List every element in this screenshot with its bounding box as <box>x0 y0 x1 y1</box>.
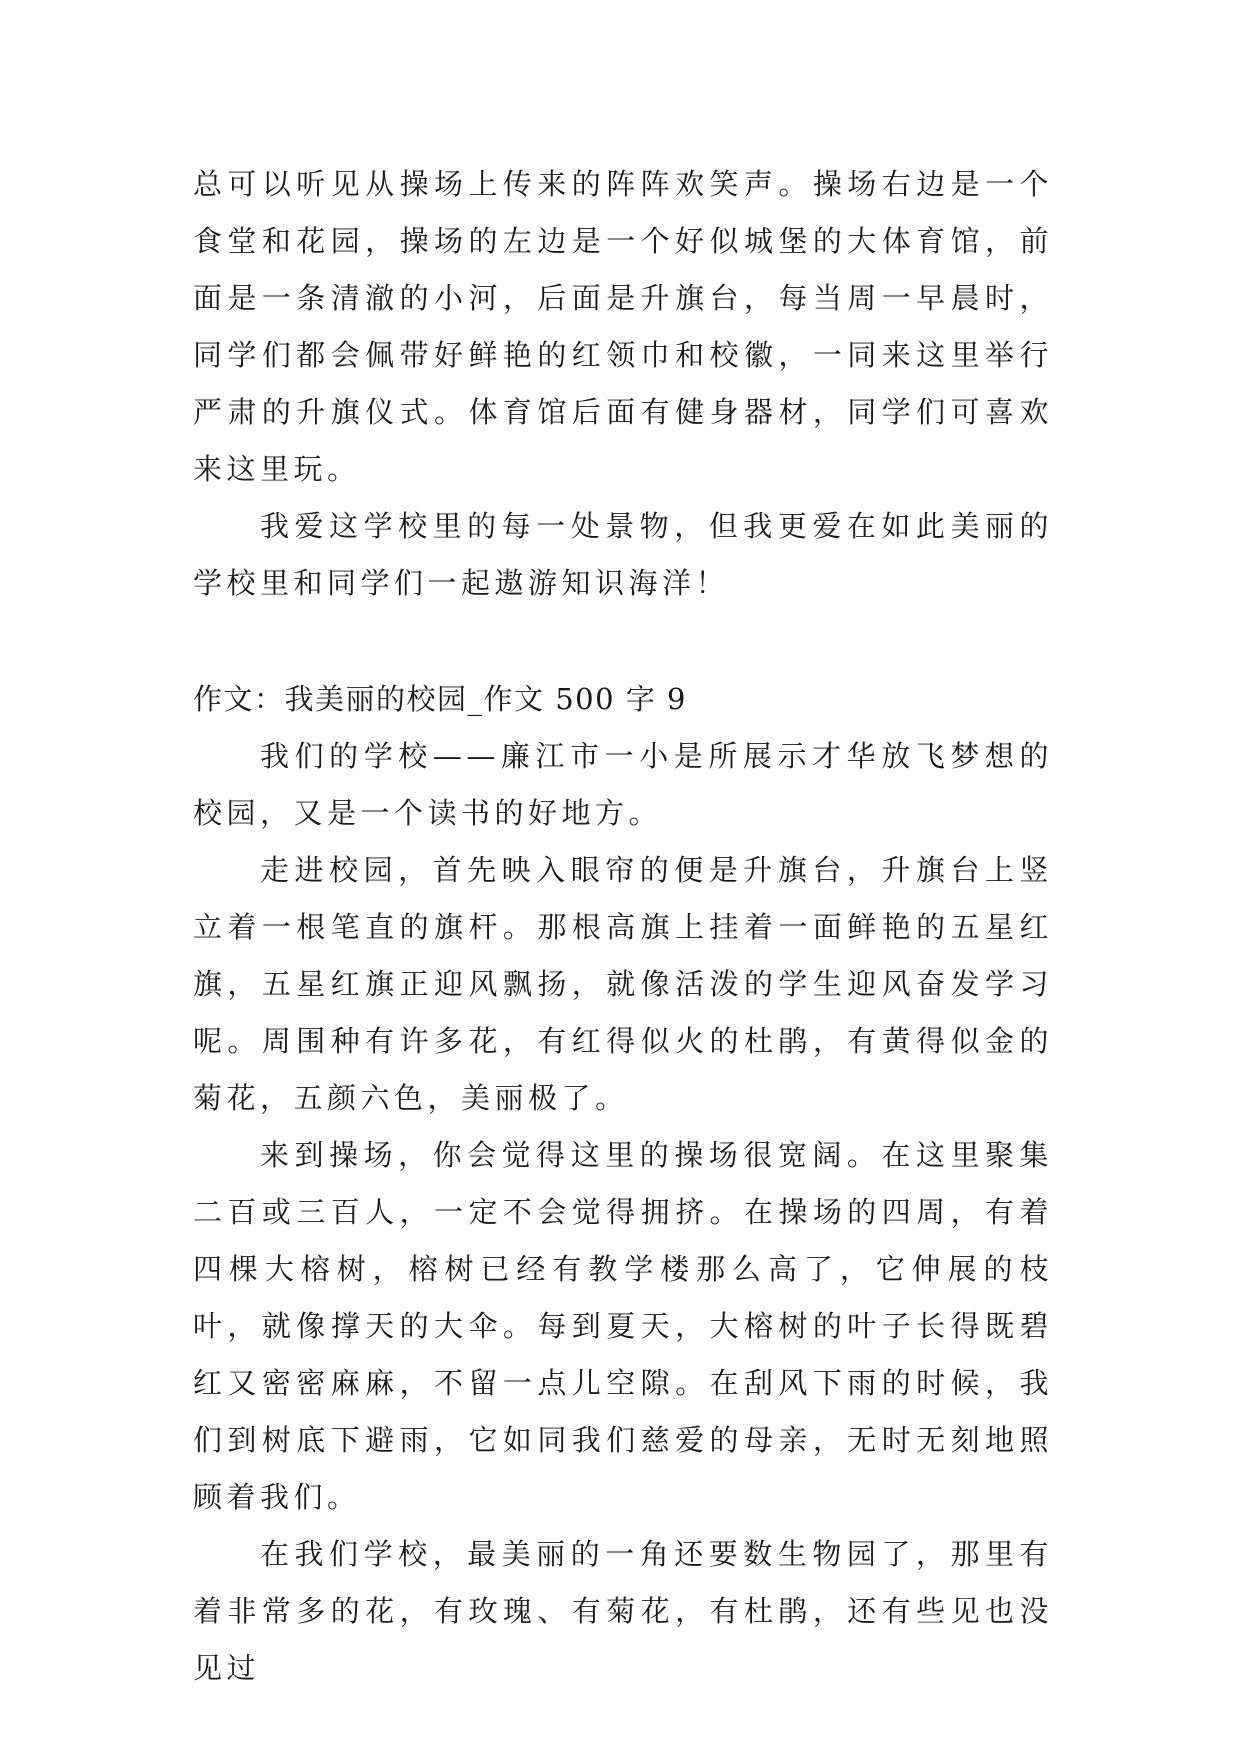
paragraph-intro: 我们的学校——廉江市一小是所展示才华放飞梦想的校园，又是一个读书的好地方。 <box>193 739 1053 830</box>
paragraph-playground: 来到操场，你会觉得这里的操场很宽阔。在这里聚集二百或三百人，一定不会觉得拥挤。在操场的四周，有着四棵大榕树，榕树已经有教学楼那么高了，它伸展的枝叶，就像撑天的大伞。每到夏天，大榕树的叶子长得既碧红又密密麻麻，不留一点儿空隙。在刮风下雨的时候，我们到树底下避雨，它如同我们慈爱的母亲，无时无刻地照顾着我们。 <box>193 1138 1053 1514</box>
document-page <box>193 156 1053 1697</box>
paragraph-garden: 在我们学校，最美丽的一角还要数生物园了，那里有着非常多的花，有玫瑰、有菊花，有杜鹃，还有些见也没见过 <box>193 1537 1053 1685</box>
paragraph-flagpole: 走进校园，首先映入眼帘的便是升旗台，升旗台上竖立着一根笔直的旗杆。那根高旗上挂着一面鲜艳的五星红旗，五星红旗正迎风飘扬，就像活泼的学生迎风奋发学习呢。周围种有许多花，有红得似火的杜鹃，有黄得似金的菊花，五颜六色，美丽极了。 <box>193 853 1053 1115</box>
paragraph-continuation: 总可以听见从操场上传来的阵阵欢笑声。操场右边是一个食堂和花园，操场的左边是一个好似城堡的大体育馆，前面是一条清澈的小河，后面是升旗台，每当周一早晨时，同学们都会佩带好鲜艳的红领巾和校徽，一同来这里举行严肃的升旗仪式。体育馆后面有健身器材，同学们可喜欢来这里玩。 <box>193 167 1053 486</box>
paragraph-closing: 我爱这学校里的每一处景物，但我更爱在如此美丽的学校里和同学们一起遨游知识海洋！ <box>193 509 1053 600</box>
essay-title: 作文：我美丽的校园_作文 500 字 9 <box>193 682 687 716</box>
